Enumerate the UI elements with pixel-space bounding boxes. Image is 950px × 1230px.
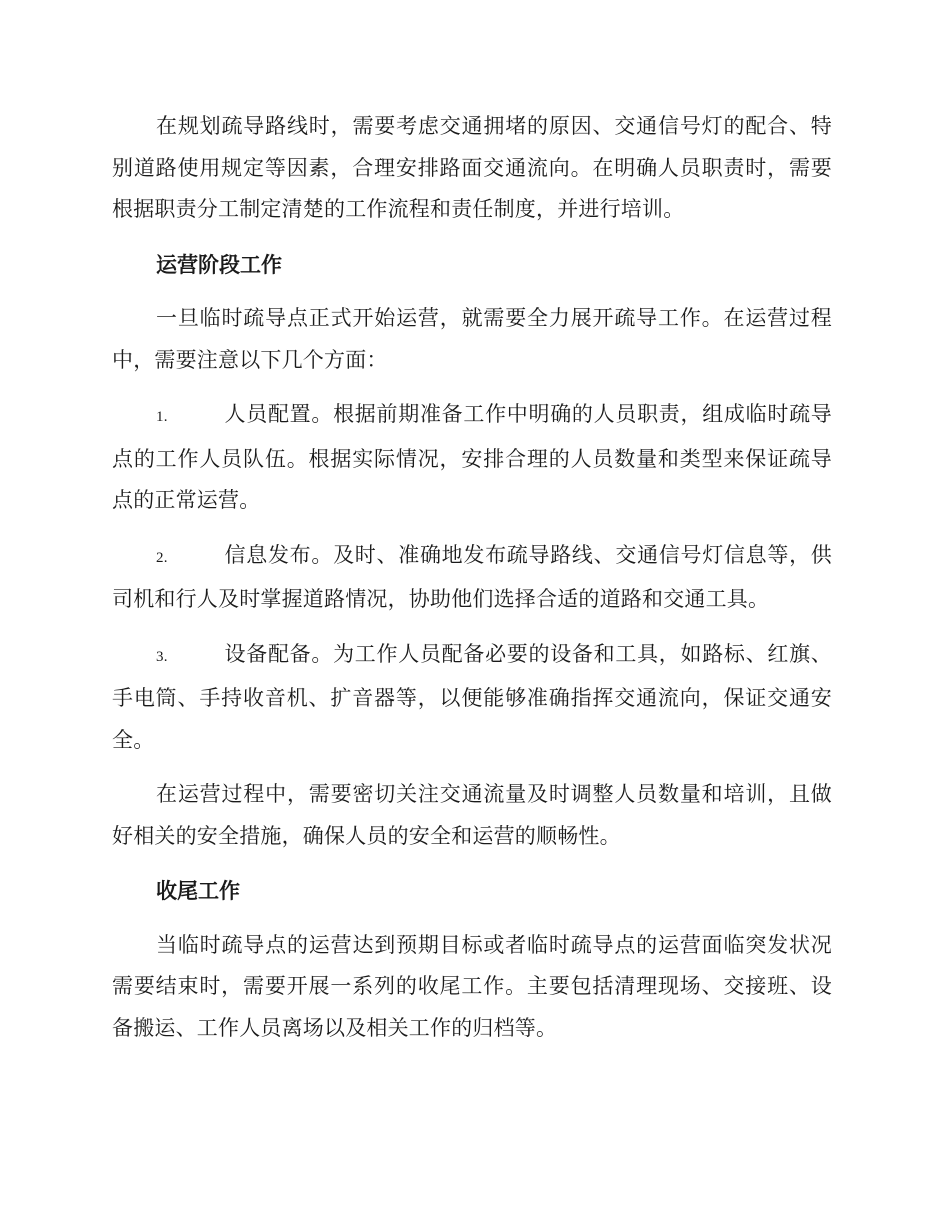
section-heading-closing: 收尾工作 (156, 878, 240, 903)
section-heading-operation: 运营阶段工作 (156, 251, 282, 277)
intro-paragraph: 在规划疏导路线时，需要考虑交通拥堵的原因、交通信号灯的配合、特别道路使用规定等因素，合理安排路面交通流向。在明确人员职责时，需要根据职责分工制定清楚的工作流程和责任制度，并进行培训。 (112, 114, 832, 221)
operation-conclusion-paragraph: 在运营过程中，需要密切关注交通流量及时调整人员数量和培训，且做好相关的安全措施，确保人员的安全和运营的顺畅性。 (112, 782, 832, 848)
list-number-3: 3. (156, 648, 168, 665)
list-text-3: 设备配备。为工作人员配备必要的设备和工具，如路标、红旗、手电筒、手持收音机、扩音器等，以便能够准确指挥交通流向，保证交通安全。 (112, 641, 832, 752)
operation-intro-paragraph: 一旦临时疏导点正式开始运营，就需要全力展开疏导工作。在运营过程中，需要注意以下几个方面： (112, 306, 832, 372)
list-text-1: 人员配置。根据前期准备工作中明确的人员职责，组成临时疏导点的工作人员队伍。根据实际情况，安排合理的人员数量和类型来保证疏导点的正常运营。 (112, 402, 832, 512)
list-item-2 (112, 535, 832, 621)
document-page (112, 106, 832, 1062)
list-number-1: 1. (156, 409, 168, 425)
closing-paragraph: 当临时疏导点的运营达到预期目标或者临时疏导点的运营面临突发状况需要结束时，需要开展一系列的收尾工作。主要包括清理现场、交接班、设备搬运、工作人员离场以及相关工作的归档等。 (112, 932, 832, 1040)
list-number-2: 2. (156, 549, 168, 566)
list-item-1 (112, 394, 832, 522)
list-text-2: 信息发布。及时、准确地发布疏导路线、交通信号灯信息等，供司机和行人及时掌握道路情况，协助他们选择合适的道路和交通工具。 (112, 542, 832, 611)
list-item-3 (112, 634, 832, 762)
